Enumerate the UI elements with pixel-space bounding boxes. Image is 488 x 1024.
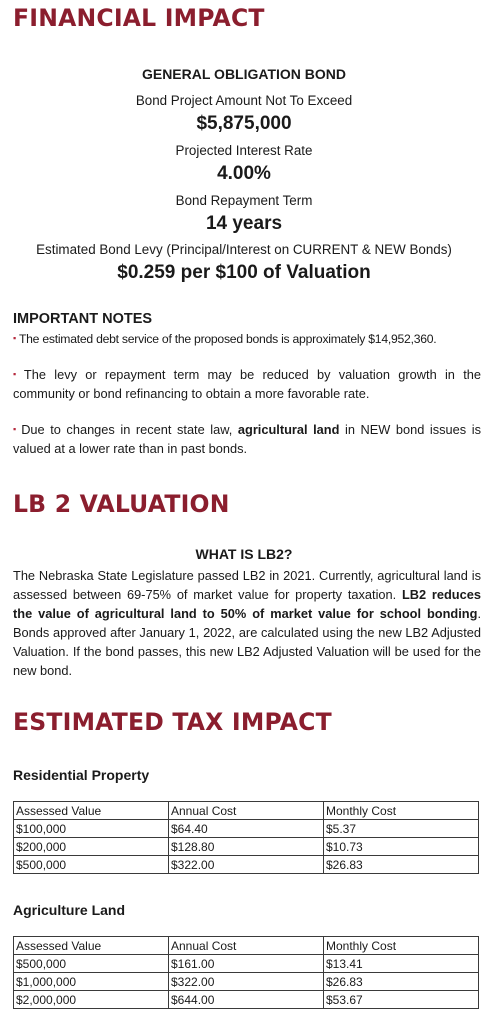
lb2-valuation-heading: LB 2 VALUATION — [13, 490, 230, 518]
what-is-lb2-heading: WHAT IS LB2? — [195, 546, 293, 562]
header-cell: Monthly Cost — [324, 802, 479, 820]
note-3-text-bold: agricultural land — [237, 422, 340, 437]
table-row — [14, 856, 479, 874]
agriculture-table — [13, 936, 479, 1009]
table-cell: $128.80 — [169, 838, 324, 856]
table-row — [14, 820, 479, 838]
table-cell: $161.00 — [169, 955, 324, 973]
table-row — [14, 955, 479, 973]
lb2-text-bold: LB2 reduces the value of agricultural land to 50% of market value for school bonding — [13, 587, 481, 621]
table-cell: $100,000 — [14, 820, 169, 838]
table-row — [14, 973, 479, 991]
amount-label: Bond Project Amount Not To Exceed — [135, 93, 353, 108]
financial-impact-heading: FINANCIAL IMPACT — [13, 4, 265, 32]
table-cell: $322.00 — [169, 856, 324, 874]
table-header-row — [14, 802, 479, 820]
table-cell: $1,000,000 — [14, 973, 169, 991]
header-cell: Monthly Cost — [324, 937, 479, 955]
agriculture-heading: Agriculture Land — [13, 902, 126, 918]
lb2-text-post: . Bonds approved after January 1, 2022, are calculated using the new LB2 Adjusted Valuation. If the bond passes, this new LB2 Adjusted Valuation will be used for the new bond. — [13, 606, 481, 678]
note-2 — [13, 365, 481, 403]
levy-label: Estimated Bond Levy (Principal/Interest on CURRENT & NEW Bonds) — [36, 242, 452, 257]
amount-value: $5,875,000 — [196, 113, 292, 134]
table-cell: $200,000 — [14, 838, 169, 856]
table-header-row — [14, 937, 479, 955]
term-value: 14 years — [205, 213, 283, 234]
levy-value: $0.259 per $100 of Valuation — [117, 262, 371, 283]
note-3-text-pre: Due to changes in recent state law, — [21, 422, 238, 437]
term-label: Bond Repayment Term — [175, 193, 313, 208]
note-2-text: The levy or repayment term may be reduced by valuation growth in the community or bond refinancing to obtain a more favorable rate. — [13, 367, 481, 401]
estimated-tax-impact-heading: ESTIMATED TAX IMPACT — [13, 708, 332, 736]
residential-table — [13, 801, 479, 874]
table-cell: $53.67 — [324, 991, 479, 1009]
important-notes-heading: IMPORTANT NOTES — [13, 311, 153, 327]
residential-heading: Residential Property — [13, 767, 150, 783]
table-cell: $13.41 — [324, 955, 479, 973]
lb2-text-pre: The Nebraska State Legislature passed LB2 in 2021. Currently, agricultural land is assessed between 69-75% of market value for property taxation. — [13, 568, 481, 602]
rate-label: Projected Interest Rate — [175, 143, 313, 158]
note-1-text: The estimated debt service of the proposed bonds is approximately $14,952,360. — [18, 332, 437, 346]
note-3-text-post: in NEW bond issues is valued at a lower rate than in past bonds. — [13, 422, 481, 456]
header-cell: Annual Cost — [169, 802, 324, 820]
bullet-icon: ▪ — [13, 424, 19, 434]
table-cell: $26.83 — [324, 856, 479, 874]
lb2-paragraph — [13, 566, 481, 680]
table-cell: $322.00 — [169, 973, 324, 991]
header-cell: Annual Cost — [169, 937, 324, 955]
table-cell: $10.73 — [324, 838, 479, 856]
table-cell: $5.37 — [324, 820, 479, 838]
header-cell: Assessed Value — [14, 937, 169, 955]
bullet-icon: ▪ — [13, 369, 21, 379]
table-row — [14, 838, 479, 856]
rate-value: 4.00% — [217, 163, 271, 184]
table-cell: $2,000,000 — [14, 991, 169, 1009]
table-cell: $26.83 — [324, 973, 479, 991]
note-3 — [13, 420, 481, 458]
bullet-icon: ▪ — [13, 333, 16, 343]
table-cell: $500,000 — [14, 856, 169, 874]
header-cell: Assessed Value — [14, 802, 169, 820]
table-row — [14, 991, 479, 1009]
table-cell: $500,000 — [14, 955, 169, 973]
bond-title: GENERAL OBLIGATION BOND — [141, 66, 347, 82]
table-cell: $64.40 — [169, 820, 324, 838]
table-cell: $644.00 — [169, 991, 324, 1009]
note-1 — [13, 329, 481, 349]
